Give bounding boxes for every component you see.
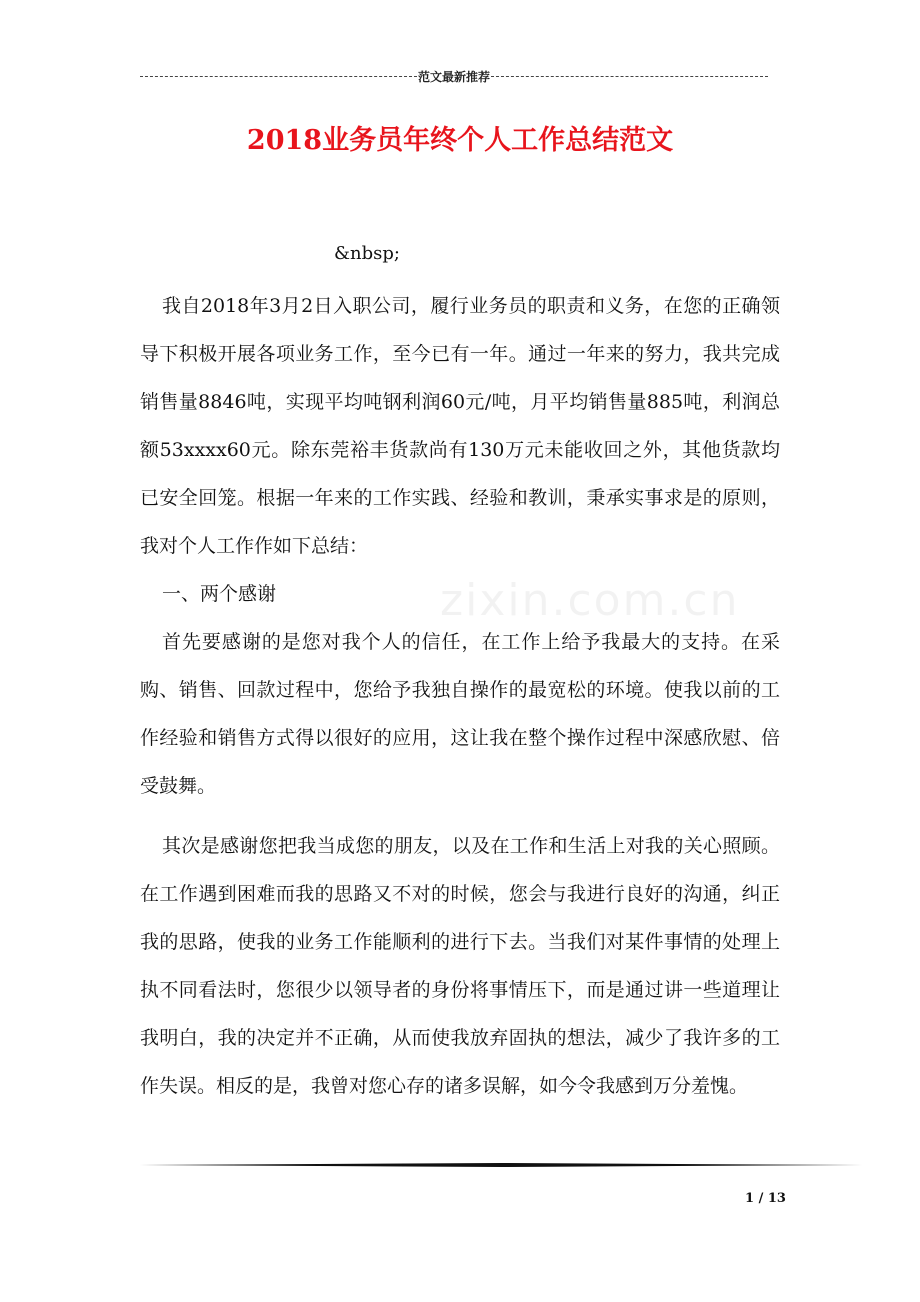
header-dash-left	[140, 76, 417, 77]
page-header	[140, 68, 768, 84]
header-label: 范文最新推荐	[418, 69, 491, 84]
header-dash-right	[491, 76, 768, 77]
paragraph-thanks-1: 首先要感谢的是您对我个人的信任，在工作上给予我最大的支持。在采购、销售、回款过程中，您给予我独自操作的最宽松的环境。使我以前的工作经验和销售方式得以很好的应用，这让我在整个操作过程中深感欣慰、倍受鼓舞。	[140, 631, 780, 797]
document-body	[140, 282, 780, 1110]
nbsp-text: &nbsp;	[334, 243, 400, 264]
footer-rule	[140, 1163, 862, 1167]
paragraph-thanks-2: 其次是感谢您把我当成您的朋友，以及在工作和生活上对我的关心照顾。在工作遇到困难而我的思路又不对的时候，您会与我进行良好的沟通，纠正我的思路，使我的业务工作能顺利的进行下去。当我们对某件事情的处理上执不同看法时，您很少以领导者的身份将事情压下，而是通过讲一些道理让我明白，我的决定并不正确，从而使我放弃固执的想法，减少了我许多的工作失误。相反的是，我曾对您心存的诸多误解，如今令我感到万分羞愧。	[140, 835, 780, 1097]
watermark: zixin.com.cn	[440, 575, 740, 626]
section-heading: 一、两个感谢	[162, 583, 277, 605]
paragraph-intro: 我自2018年3月2日入职公司，履行业务员的职责和义务，在您的正确领导下积极开展各项业务工作，至今已有一年。通过一年来的努力，我共完成销售量8846吨，实现平均吨钢利润60元/吨，月平均销售量885吨，利润总额53xxxx60元。除东莞裕丰货款尚有130万元未能收回之外，其他货款均已安全回笼。根据一年来的工作实践、经验和教训，秉承实事求是的原则，我对个人工作作如下总结：	[140, 295, 780, 557]
document-title: 2018业务员年终个人工作总结范文	[246, 125, 674, 156]
page-number: 1 / 13	[745, 1191, 786, 1206]
